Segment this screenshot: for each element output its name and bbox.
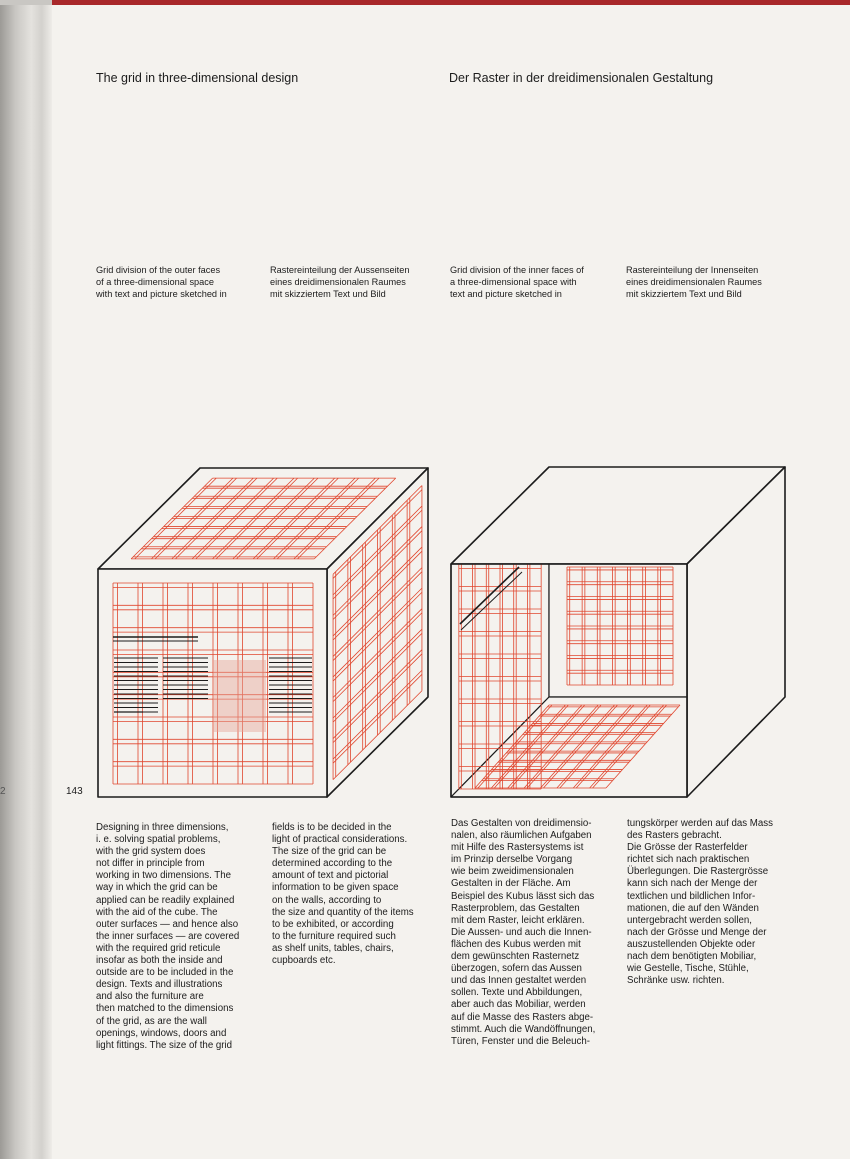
title-english: The grid in three-dimensional design: [96, 71, 299, 85]
body-english-column-1: Designing in three dimensions, i. e. solving spatial problems, with the grid system does not differ in principle from working in two dimensions. The way in which the grid can be applied can be readily explained with the aid of the cube. The outer surfaces — and hence also the inner surfaces — are covered with the required grid reticule insofar as both the inside and outside are to be included in the design. Texts and illustrations and also the furniture are then matched to the dimensions of the grid, as are the wall openings, windows, doors and light fittings. The size of the grid: [96, 822, 240, 1051]
inner-faces-cube-figure: [451, 467, 785, 797]
page-number: 143: [66, 786, 83, 797]
outer-faces-cube-figure: [98, 468, 428, 797]
caption-outer-english: Grid division of the outer faces of a three-dimensional space with text and picture sketched in: [96, 265, 227, 299]
caption-outer-german: Rastereinteilung der Aussenseiten eines dreidimensionalen Raumes mit skizziertem Text und Bild: [270, 265, 410, 299]
picture-placeholder: [213, 660, 266, 732]
title-german: Der Raster in der dreidimensionalen Gestaltung: [449, 71, 714, 85]
body-german-column-1: Das Gestalten von dreidimensio- nalen, also räumlichen Aufgaben mit Hilfe des Rastersystems ist im Prinzip derselbe Vorgang wie beim zweidimensionalen Gestalten in der Fläche. Am Beispiel des Kubus lässt sich das Rasterproblem, das Gestalten mit dem Raster, leicht erklären. Die Aussen- und auch die Innen- flächen des Kubus werden mit dem gewünschten Rasternetz überzogen, sofern das Aussen und das Innen gestaltet werden sollen. Texte und Abbildungen, aber auch das Mobiliar, werden auf die Masse des Rasters abge- stimmt. Auch die Wandöffnungen, Türen, Fenster und die Beleuch-: [451, 818, 596, 1047]
body-english-column-2: fields is to be decided in the light of practical considerations. The size of the grid can be determined according to the amount of text and pictorial information to be given space on the walls, according to the size and quantity of the items to be exhibited, or according to the furniture required such as shelf units, tables, chairs, cupboards etc.: [272, 822, 414, 967]
body-german-column-2: tungskörper werden auf das Mass des Rasters gebracht. Die Grösse der Rasterfelder richtet sich nach praktischen Überlegungen. Die Rastergrösse kann sich nach der Menge der textlichen und bildlichen Infor- mationen, die auf den Wänden untergebracht werden sollen, nach der Grösse und Menge der auszustellenden Objekte oder nach dem benötigten Mobiliar, wie Gestelle, Tische, Stühle, Schränke usw. richten.: [627, 818, 773, 987]
caption-inner-german: Rastereinteilung der Innenseiten eines dreidimensionalen Raumes mit skizziertem Text und Bild: [626, 265, 762, 299]
caption-inner-english: Grid division of the inner faces of a three-dimensional space with text and picture sketched in: [450, 265, 584, 299]
facing-page-number: 2: [0, 786, 6, 797]
